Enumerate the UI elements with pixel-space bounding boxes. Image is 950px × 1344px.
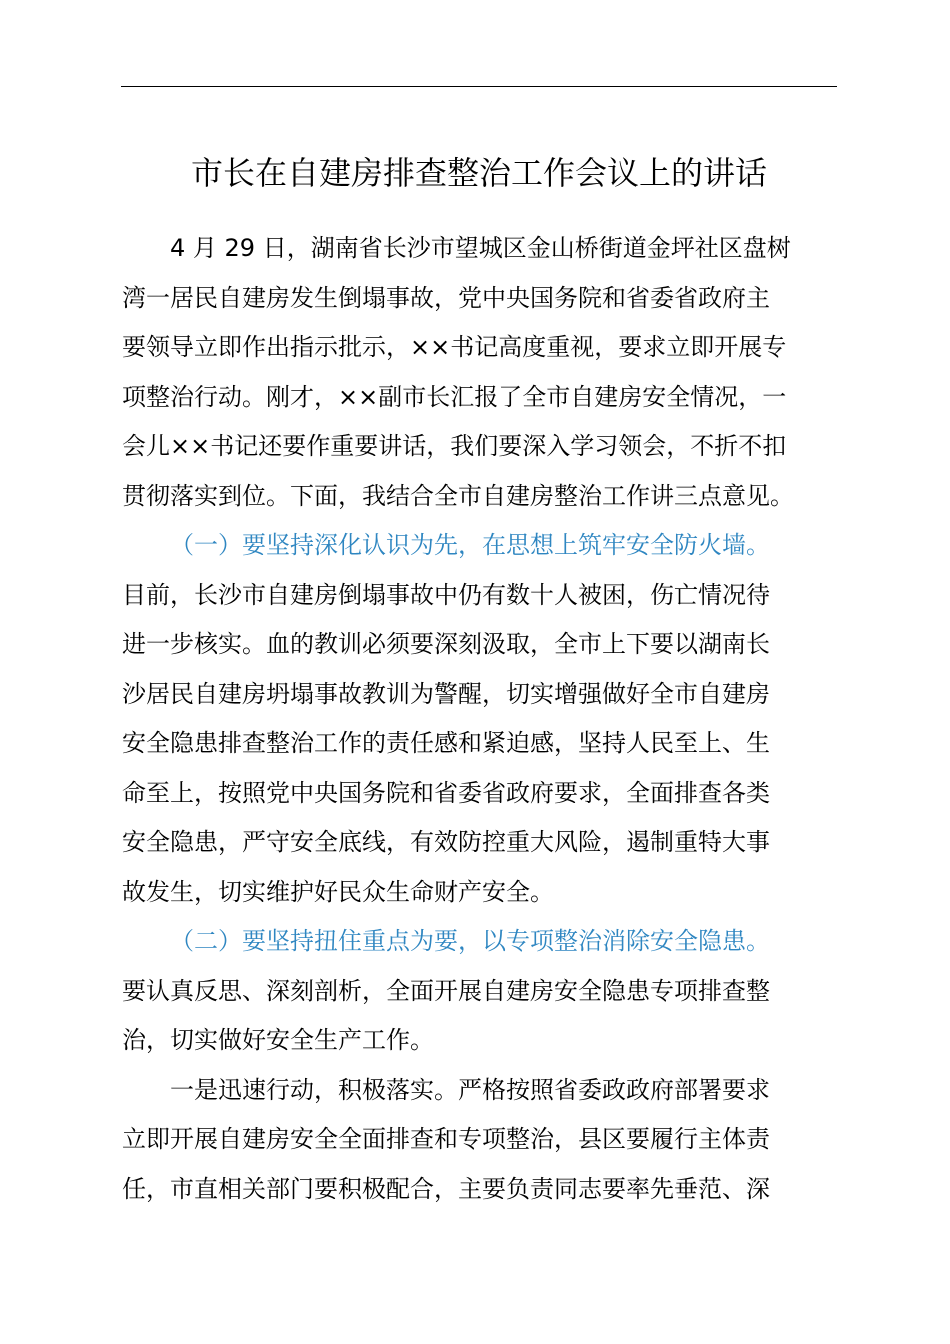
body-text-line: 要领导立即作出指示批示，××书记高度重视，要求立即开展专 [122,333,787,361]
body-text-line: 立即开展自建房安全全面排查和专项整治，县区要履行主体责 [122,1125,770,1153]
body-text-line: 贯彻落实到位。下面，我结合全市自建房整治工作讲三点意见。 [122,481,794,510]
body-text-line: 一是迅速行动，积极落实。严格按照省委政政府部署要求 [170,1075,770,1104]
header-rule [121,86,837,87]
document-body [122,224,838,1214]
body-text-line: 安全隐患排查整治工作的责任感和紧迫感，坚持人民至上、生 [122,729,770,757]
body-text-line: 项整治行动。刚才，××副市长汇报了全市自建房安全情况，一 [122,382,787,411]
body-text-line: 故发生，切实维护好民众生命财产安全。 [122,877,554,906]
body-text-line: 命至上，按照党中央国务院和省委省政府要求，全面排查各类 [122,778,770,807]
body-text-line: 湾一居民自建房发生倒塌事故，党中央国务院和省委省政府主 [122,283,770,312]
body-text-line: 4 月 29 日，湖南省长沙市望城区金山桥街道金坪社区盘树 [170,234,791,262]
section-heading-line: （一）要坚持深化认识为先，在思想上筑牢安全防火墙。 [170,531,770,559]
body-text-line: 安全隐患，严守安全底线，有效防控重大风险，遏制重特大事 [122,828,770,856]
body-text-line: 会儿××书记还要作重要讲话，我们要深入学习领会，不折不扣 [122,432,787,460]
body-text-line: 要认真反思、深刻剖析，全面开展自建房安全隐患专项排查整 [122,976,770,1005]
document-title: 市长在自建房排查整治工作会议上的讲话 [190,154,767,192]
body-text-line: 沙居民自建房坍塌事故教训为警醒，切实增强做好全市自建房 [122,679,770,708]
body-text-line: 治，切实做好安全生产工作。 [122,1026,434,1054]
body-text-line: 进一步核实。血的教训必须要深刻汲取，全市上下要以湖南长 [122,630,770,658]
section-heading-line: （二）要坚持扭住重点为要，以专项整治消除安全隐患。 [170,927,770,955]
body-text-line: 目前，长沙市自建房倒塌事故中仍有数十人被困，伤亡情况待 [122,580,770,609]
body-text-line: 任，市直相关部门要积极配合，主要负责同志要率先垂范、深 [122,1174,770,1203]
